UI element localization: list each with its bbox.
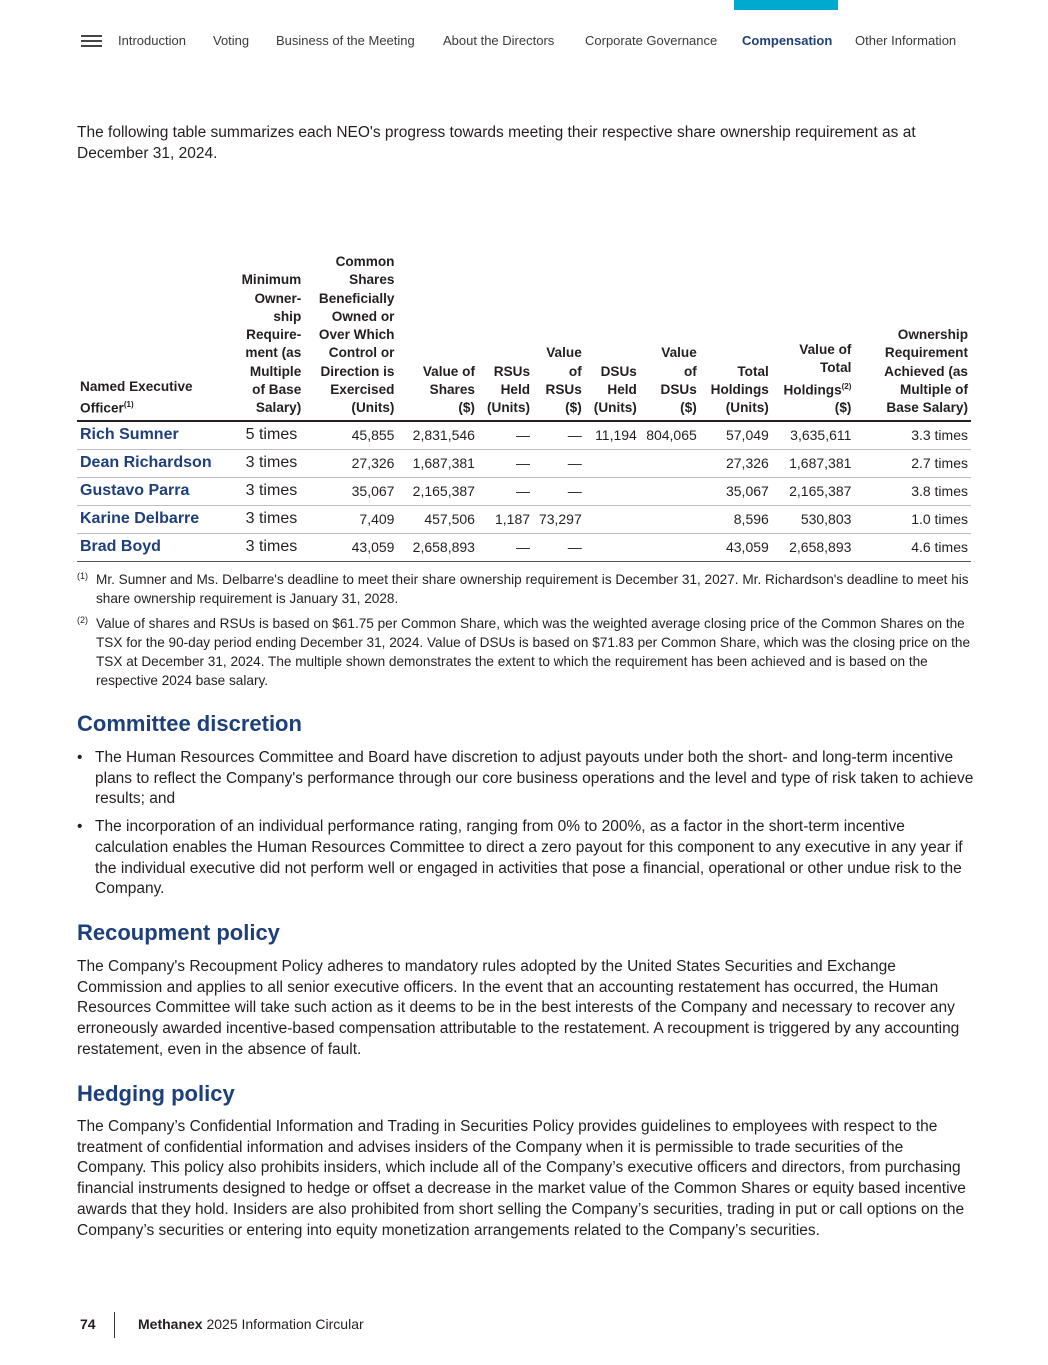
bullet-text: The Human Resources Committee and Board have discretion to adjust payouts under both the short- and long-term incentive plans to reflect the Company's performance through our core business operations and the level and type of risk taken to achieve results; and bbox=[95, 749, 974, 808]
ownership-achieved: 2.7 times bbox=[854, 449, 971, 477]
document-title bbox=[138, 1316, 364, 1332]
dsus-held bbox=[585, 533, 640, 561]
common-shares: 43,059 bbox=[304, 533, 397, 561]
minimum-requirement: 3 times bbox=[232, 449, 305, 477]
table-row bbox=[77, 505, 971, 533]
footnote-marker: (2) bbox=[77, 615, 88, 625]
value-of-shares: 2,658,893 bbox=[397, 533, 478, 561]
footnote-text: Mr. Sumner and Ms. Delbarre's deadline to meet their share ownership requirement is December 31, 2027. Mr. Richardson's deadline to meet his share ownership requirement is January 31, 2028. bbox=[96, 572, 969, 606]
bullet-text: The incorporation of an individual performance rating, ranging from 0% to 200%, as a factor in the short-term incentive calculation enables the Human Resources Committee to direct a zero payout for this component to any executive in any year if the individual executive did not perform well or engaged in activities that pose a financial, operational or other undue risk to the Company. bbox=[95, 818, 963, 898]
rsus-held: 1,187 bbox=[478, 505, 533, 533]
value-of-rsus: — bbox=[533, 477, 585, 505]
recoupment-policy-heading: Recoupment policy bbox=[77, 920, 280, 945]
value-of-dsus: 804,065 bbox=[640, 421, 700, 450]
rsus-held: — bbox=[478, 421, 533, 450]
header-total-holdings: Total Holdings (Units) bbox=[700, 253, 772, 421]
header-minimum-ownership: Minimum Owner- ship Require- ment (as Multiple of Base Salary) bbox=[232, 253, 305, 421]
recoupment-policy-text: The Company's Recoupment Policy adheres to mandatory rules adopted by the United States Securities and Exchange Commission and applies to all senior executive officers. In the event that an accounting restatement has occurred, the Human Resources Committee will take such action as it deems to be in the best interests of the Company and necessary to recover any erroneously awarded incentive-based compensation attributable to the restatement. A recoupment is triggered by any accounting restatement, even in the absence of fault. bbox=[77, 958, 960, 1058]
bullet-icon: • bbox=[77, 749, 83, 766]
value-of-total-holdings: 530,803 bbox=[772, 505, 855, 533]
officer-name: Brad Boyd bbox=[77, 533, 232, 561]
rsus-held: — bbox=[478, 533, 533, 561]
nav-item-about-the-directors[interactable]: About the Directors bbox=[443, 33, 555, 48]
total-holdings: 27,326 bbox=[700, 449, 772, 477]
ownership-achieved: 1.0 times bbox=[854, 505, 971, 533]
top-navigation bbox=[0, 0, 1048, 70]
minimum-requirement: 5 times bbox=[232, 421, 305, 450]
rsus-held: — bbox=[478, 449, 533, 477]
value-of-dsus bbox=[640, 449, 700, 477]
nav-item-introduction[interactable]: Introduction bbox=[118, 33, 186, 48]
officer-name: Karine Delbarre bbox=[77, 505, 232, 533]
officer-name: Rich Sumner bbox=[77, 421, 232, 450]
page-number: 74 bbox=[80, 1316, 96, 1332]
value-of-rsus: — bbox=[533, 533, 585, 561]
nav-item-corporate-governance[interactable]: Corporate Governance bbox=[585, 33, 718, 48]
common-shares: 35,067 bbox=[304, 477, 397, 505]
dsus-held bbox=[585, 449, 640, 477]
footnote-1 bbox=[77, 570, 977, 608]
table-footnotes bbox=[77, 570, 977, 696]
footnote-text: Value of shares and RSUs is based on $61.75 per Common Share, which was the weighted average closing price of the Common Shares on the TSX for the 90-day period ending December 31, 2024. Value of DSUs is based on $71.83 per Common Share, which was the closing price on the TSX at December 31, 2024. The multiple shown demonstrates the extent to which the requirement has been achieved and is based on the respective 2024 base salary. bbox=[96, 616, 971, 688]
committee-discretion-list bbox=[77, 748, 977, 907]
dsus-held bbox=[585, 477, 640, 505]
value-of-shares: 457,506 bbox=[397, 505, 478, 533]
committee-discretion-heading: Committee discretion bbox=[77, 711, 302, 736]
ownership-achieved: 3.3 times bbox=[854, 421, 971, 450]
table-row bbox=[77, 533, 971, 561]
ownership-achieved: 3.8 times bbox=[854, 477, 971, 505]
intro-paragraph: The following table summarizes each NEO's progress towards meeting their respective share ownership requirement as at December 31, 2024. bbox=[77, 124, 916, 162]
nav-item-business-of-the-meeting[interactable]: Business of the Meeting bbox=[276, 33, 415, 48]
share-ownership-table bbox=[77, 253, 971, 562]
value-of-total-holdings: 2,658,893 bbox=[772, 533, 855, 561]
value-of-dsus bbox=[640, 505, 700, 533]
nav-item-other-information[interactable]: Other Information bbox=[855, 33, 957, 48]
footnote-2 bbox=[77, 614, 977, 690]
minimum-requirement: 3 times bbox=[232, 505, 305, 533]
document-title-text: 2025 Information Circular bbox=[202, 1316, 364, 1332]
active-section-indicator bbox=[734, 0, 838, 10]
total-holdings: 57,049 bbox=[700, 421, 772, 450]
header-named-executive-officer: Named Executive Officer$^{(1)}$ bbox=[77, 253, 232, 421]
header-ownership-achieved: Ownership Requirement Achieved (as Multiple of Base Salary) bbox=[854, 253, 971, 421]
value-of-dsus bbox=[640, 477, 700, 505]
total-holdings: 35,067 bbox=[700, 477, 772, 505]
minimum-requirement: 3 times bbox=[232, 533, 305, 561]
table-row bbox=[77, 421, 971, 450]
table-header-row bbox=[77, 253, 971, 421]
value-of-shares: 2,831,546 bbox=[397, 421, 478, 450]
common-shares: 45,855 bbox=[304, 421, 397, 450]
brand-name: Methanex bbox=[138, 1316, 203, 1332]
footnote-marker: (1) bbox=[77, 571, 88, 581]
dsus-held bbox=[585, 505, 640, 533]
value-of-shares: 2,165,387 bbox=[397, 477, 478, 505]
footer-divider bbox=[114, 1312, 115, 1338]
header-dsus-held: DSUs Held (Units) bbox=[585, 253, 640, 421]
value-of-total-holdings: 1,687,381 bbox=[772, 449, 855, 477]
value-of-rsus: — bbox=[533, 421, 585, 450]
list-item bbox=[77, 748, 977, 810]
value-of-total-holdings: 3,635,611 bbox=[772, 421, 855, 450]
nav-item-voting[interactable]: Voting bbox=[213, 33, 250, 48]
dsus-held: 11,194 bbox=[585, 421, 640, 450]
header-value-of-shares: Value of Shares ($) bbox=[397, 253, 478, 421]
header-rsus-held: RSUs Held (Units) bbox=[478, 253, 533, 421]
total-holdings: 43,059 bbox=[700, 533, 772, 561]
value-of-rsus: 73,297 bbox=[533, 505, 585, 533]
table-row bbox=[77, 477, 971, 505]
header-value-of-total-holdings: Value of Total Holdings$^{(2)}$ ($) bbox=[772, 253, 855, 421]
header-value-of-dsus: Value of DSUs ($) bbox=[640, 253, 700, 421]
table-row bbox=[77, 449, 971, 477]
common-shares: 7,409 bbox=[304, 505, 397, 533]
header-value-of-rsus: Value of RSUs ($) bbox=[533, 253, 585, 421]
hamburger-menu-icon[interactable] bbox=[81, 35, 102, 49]
rsus-held: — bbox=[478, 477, 533, 505]
bullet-icon: • bbox=[77, 818, 83, 836]
header-common-shares: Common Shares Beneficially Owned or Over Which Control or Direction is Exercised (Units) bbox=[304, 253, 397, 421]
minimum-requirement: 3 times bbox=[232, 477, 305, 505]
value-of-dsus bbox=[640, 533, 700, 561]
hedging-policy-text: The Company’s Confidential Information and Trading in Securities Policy provides guidelines to employees with respect to the treatment of confidential information and advises insiders of the Company when it is permissible to trade securities of the Company. This policy also prohibits insiders, which include all of the Company’s executive officers and directors, from purchasing financial instruments designed to hedge or offset a decrease in the market value of the Common Shares or equity based incentive awards that they hold. Insiders are also prohibited from short selling the Company’s securities, trading in put or call options on the Company’s securities or entering into equity monetization arrangements related to the Company’s securities. bbox=[77, 1118, 966, 1239]
hedging-policy-heading: Hedging policy bbox=[77, 1081, 235, 1106]
nav-item-compensation[interactable]: Compensation bbox=[742, 33, 833, 48]
officer-name: Gustavo Parra bbox=[77, 477, 232, 505]
list-item bbox=[77, 817, 977, 900]
total-holdings: 8,596 bbox=[700, 505, 772, 533]
officer-name: Dean Richardson bbox=[77, 449, 232, 477]
ownership-achieved: 4.6 times bbox=[854, 533, 971, 561]
value-of-total-holdings: 2,165,387 bbox=[772, 477, 855, 505]
value-of-rsus: — bbox=[533, 449, 585, 477]
value-of-shares: 1,687,381 bbox=[397, 449, 478, 477]
common-shares: 27,326 bbox=[304, 449, 397, 477]
